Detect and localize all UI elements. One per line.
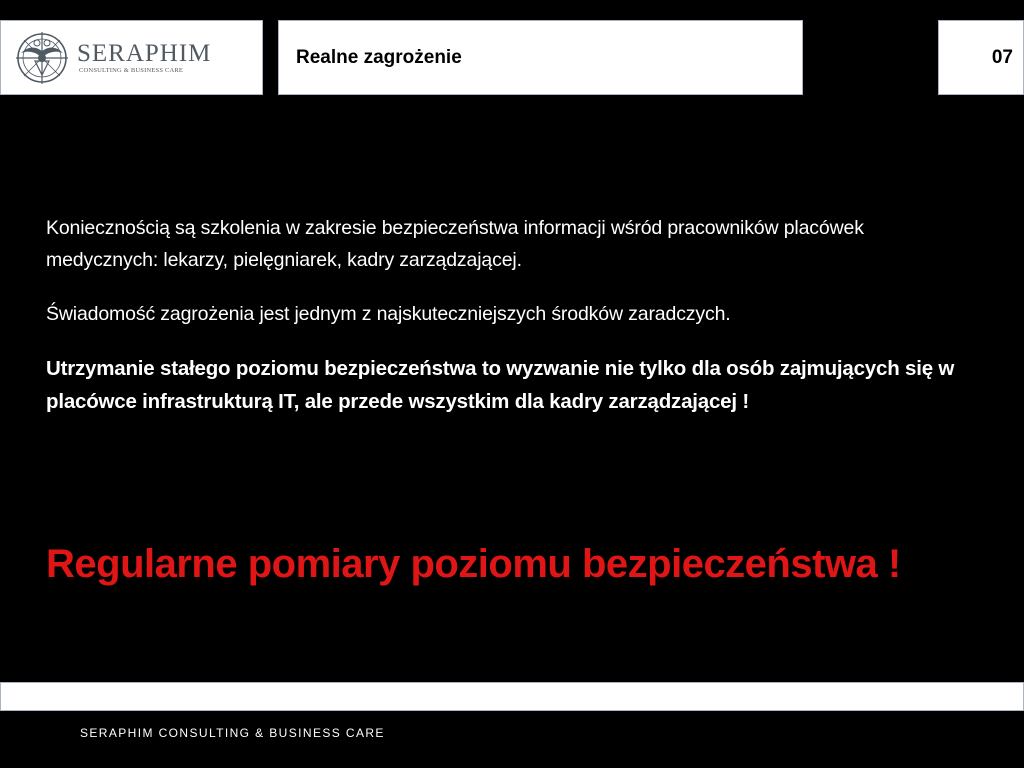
footer-text: SERAPHIM CONSULTING & BUSINESS CARE [80,726,385,740]
slide-number: 07 [991,47,1013,68]
company-logo [13,29,211,87]
slide-number-panel [938,20,1024,95]
bottom-bar [0,682,1024,711]
title-panel [278,20,803,95]
paragraph-training: Koniecznością są szkolenia w zakresie bezpieczeństwa informacji wśród pracowników placówek medycznych: lekarzy, pielęgniarek, kadry zarządzającej. [46,217,864,271]
logo-subtitle: CONSULTING & BUSINESS CARE [79,67,184,74]
logo-name: SERAPHIM [77,40,212,67]
headline: Regularne pomiary poziomu bezpieczeństwa ! [46,542,901,586]
paragraph-management: Utrzymanie stałego poziomu bezpieczeństwa to wyzwanie nie tylko dla osób zajmujących się w placówce infrastrukturą IT, ale przede wszystkim dla kadry zarządzającej ! [46,357,955,413]
logo-panel [0,20,263,95]
slide-title: Realne zagrożenie [296,47,462,68]
slide-content [46,212,976,418]
paragraph-awareness: Świadomość zagrożenia jest jednym z najskuteczniejszych środków zaradczych. [46,303,731,325]
seraphim-emblem-icon [13,29,71,87]
